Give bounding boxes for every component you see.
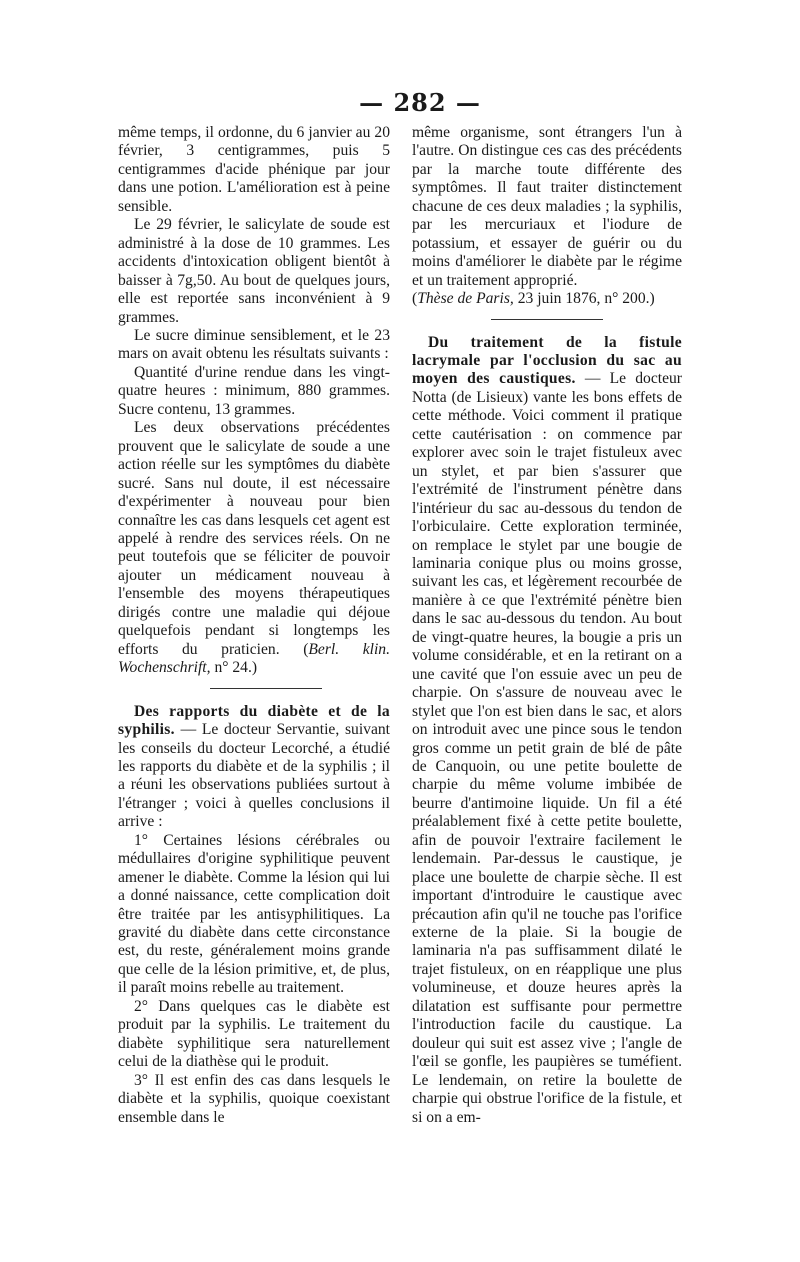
section-intro: — Le docteur Servantie, suivant les conseils du docteur Lecorché, a étudié les rapports du diabète et de la syphilis ; il a réuni les observations publiées surtout à l'étranger ; voici à quelles conclusions il arrive :	[118, 721, 390, 831]
source-citation: Berl. klin. Wochenschrift,	[118, 640, 390, 677]
citation-open: (	[412, 290, 418, 308]
divider	[491, 319, 603, 320]
conclusion-item: 3° Il est enfin des cas dans lesquels le diabète et la syphilis, quoique coexistant ensemble dans le	[118, 1071, 390, 1126]
citation-source: Thèse de Paris,	[417, 290, 514, 308]
paragraph: même temps, il ordonne, du 6 janvier au 20 février, 3 centigrammes, puis 5 centigrammes d'acide phénique par jour dans une potion. L'amélioration est à peine sensible.	[118, 124, 390, 215]
section-heading: Du traitement de la fistule lacrymale par l'occlusion du sac au moyen des caustiques.	[412, 333, 682, 388]
paragraph: Le 29 février, le salicylate de soude est administré à la dose de 10 grammes. Les accidents d'intoxication obligent bientôt à baisser à 7g,50. Au bout de quelques jours, elle est reportée sans inconvénient à 9 grammes.	[118, 216, 390, 326]
section-text: — Le docteur Notta (de Lisieux) vante les bons effets de cette méthode. Voici comment il pratique cette cautérisation : on commence par explorer avec soin le trajet fistuleux avec un stylet, et par bien s'assurer que l'extrémité de l'instrument pénètre dans l'intérieur du sac au-dessous du tendon de l'orbiculaire. Cette exploration terminée, on remplace le stylet par une bougie de laminaria conique plus ou moins grosse, suivant les cas, et légèrement recourbée de manière à ce que l'extrémité pénètre bien dans le sac au-dessous du tendon. Au bout de vingt-quatre heures, la bougie a pris un volume considérable, et en la retirant on a une cavité que l'on essuie avec un peu de charpie. On s'assure de nouveau avec le stylet que l'on est bien dans le sac, et alors on introduit avec une pince sous le tendon gros comme un petit grain de blé de pâte de Canquoin, ou une petite boulette de charpie du même volume imbibée de beurre d'antimoine liquide. Un fil a été préalablement fixé à cette petite boulette, afin de pouvoir l'extraire facilement le lendemain. Par-dessus le caustique, je place une boulette de charpie sèche. Il est important d'introduire le caustique avec précaution afin qu'il ne touche pas l'orifice externe de la plaie. Si la bougie de laminaria n'a pas suffisamment dilaté le trajet fistuleux, on en réapplique une plus volumineuse, et douze heures après la dilatation est suffisante pour permettre l'introduction facile du caustique. La douleur qui suit est assez vive ; l'angle de l'œil se gonfle, les paupières se tuméfient. Le lendemain, on retire la boulette de charpie qui obstrue l'orifice de la fistule, et si on a em-	[412, 370, 683, 1126]
page-number: — 282 —	[359, 88, 481, 117]
divider	[210, 688, 322, 689]
paragraph: Le sucre diminue sensiblement, et le 23 mars on avait obtenu les résultats suivants :	[118, 326, 390, 363]
conclusion-item: 1° Certaines lésions cérébrales ou médullaires d'origine syphilitique peuvent amener le diabète. Comme la lésion qui lui a donné naissance, cette complication doit être traitée par les antisyphilitiques. La gravité du diabète dans cette circonstance est, du reste, généralement moins grande que celle de la lésion primitive, et, de plus, il paraît moins rebelle au traitement.	[118, 831, 390, 997]
conclusion-item: 2° Dans quelques cas le diabète est produit par la syphilis. Le traitement du diabète syphilitique sera naturellement celui de la diathèse qui le produit.	[118, 997, 390, 1071]
paragraph	[118, 419, 390, 677]
left-column	[118, 124, 390, 1127]
paragraph: même organisme, sont étrangers l'un à l'autre. On distingue ces cas des précédents par la marche toute différente des symptômes. Il faut traiter distinctement chacune de ces deux maladies ; la syphilis, par les mercuriaux et l'iodure de potassium, et essayer de guérir ou du moins d'améliorer le diabète par le régime et un traitement approprié.	[412, 124, 682, 289]
paragraph: Quantité d'urine rendue dans les vingt-quatre heures : minimum, 880 grammes. Sucre contenu, 13 grammes.	[118, 363, 390, 418]
citation	[412, 290, 682, 308]
right-column	[412, 124, 682, 1127]
citation-detail: 23 juin 1876, n° 200.)	[513, 290, 655, 308]
paragraph-text: Les deux observations précédentes prouvent que le salicylate de soude a une action réelle sur les symptômes du diabète sucré. Sans nul doute, il est nécessaire d'expérimenter à nouveau pour bien connaître les cas dans lesquels cet agent est appelé à rendre des services réels. On ne peut toutefois que se féliciter de pouvoir ajouter un médicament nouveau à l'ensemble des moyens thérapeutiques dirigés contre une maladie qui déjoue quelquefois pendant si longtemps les efforts du praticien. (	[118, 419, 390, 658]
section-paragraph	[118, 703, 390, 832]
section-heading: Des rapports du diabète et de la syphilis.	[118, 702, 390, 739]
citation-number: n° 24.)	[210, 659, 258, 677]
section-paragraph	[412, 334, 682, 1127]
